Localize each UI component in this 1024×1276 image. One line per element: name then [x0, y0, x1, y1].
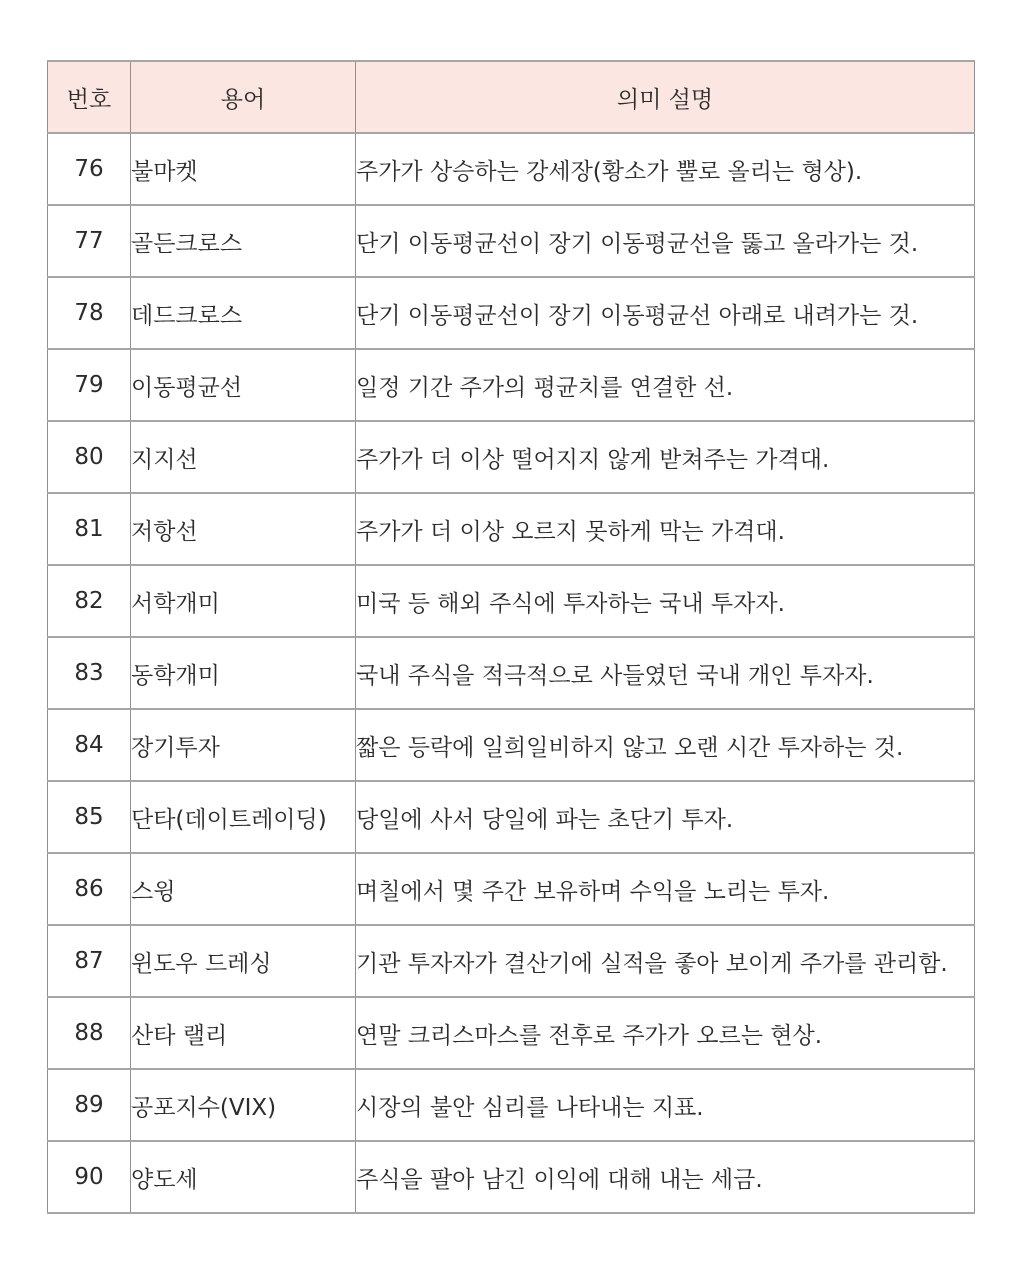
table-row [48, 277, 975, 349]
header-no: 번호 [48, 61, 131, 133]
table-row [48, 637, 975, 709]
term-cell: 저항선 [131, 493, 356, 565]
row-number: 89 [48, 1069, 131, 1141]
term-cell: 공포지수(VIX) [131, 1069, 356, 1141]
term-cell: 지지선 [131, 421, 356, 493]
row-number: 88 [48, 997, 131, 1069]
table-row [48, 133, 975, 205]
term-cell: 골든크로스 [131, 205, 356, 277]
meaning-cell: 단기 이동평균선이 장기 이동평균선을 뚫고 올라가는 것. [356, 205, 975, 277]
term-cell: 단타(데이트레이딩) [131, 781, 356, 853]
table-row [48, 709, 975, 781]
term-cell: 산타 랠리 [131, 997, 356, 1069]
row-number: 76 [48, 133, 131, 205]
term-cell: 양도세 [131, 1141, 356, 1213]
table-body [48, 133, 975, 1213]
term-cell: 윈도우 드레싱 [131, 925, 356, 997]
table-row [48, 925, 975, 997]
meaning-cell: 시장의 불안 심리를 나타내는 지표. [356, 1069, 975, 1141]
table-row [48, 565, 975, 637]
row-number: 81 [48, 493, 131, 565]
meaning-cell: 짧은 등락에 일희일비하지 않고 오랜 시간 투자하는 것. [356, 709, 975, 781]
meaning-cell: 단기 이동평균선이 장기 이동평균선 아래로 내려가는 것. [356, 277, 975, 349]
meaning-cell: 일정 기간 주가의 평균치를 연결한 선. [356, 349, 975, 421]
meaning-cell: 연말 크리스마스를 전후로 주가가 오르는 현상. [356, 997, 975, 1069]
term-cell: 이동평균선 [131, 349, 356, 421]
meaning-cell: 기관 투자자가 결산기에 실적을 좋아 보이게 주가를 관리함. [356, 925, 975, 997]
table-row [48, 1069, 975, 1141]
meaning-cell: 국내 주식을 적극적으로 사들였던 국내 개인 투자자. [356, 637, 975, 709]
table-row [48, 1141, 975, 1213]
row-number: 80 [48, 421, 131, 493]
meaning-cell: 주가가 더 이상 떨어지지 않게 받쳐주는 가격대. [356, 421, 975, 493]
row-number: 87 [48, 925, 131, 997]
term-cell: 스윙 [131, 853, 356, 925]
meaning-cell: 주식을 팔아 남긴 이익에 대해 내는 세금. [356, 1141, 975, 1213]
row-number: 84 [48, 709, 131, 781]
row-number: 82 [48, 565, 131, 637]
meaning-cell: 미국 등 해외 주식에 투자하는 국내 투자자. [356, 565, 975, 637]
table-row [48, 421, 975, 493]
term-cell: 불마켓 [131, 133, 356, 205]
meaning-cell: 며칠에서 몇 주간 보유하며 수익을 노리는 투자. [356, 853, 975, 925]
meaning-cell: 주가가 더 이상 오르지 못하게 막는 가격대. [356, 493, 975, 565]
row-number: 83 [48, 637, 131, 709]
header-meaning: 의미 설명 [356, 61, 975, 133]
term-cell: 장기투자 [131, 709, 356, 781]
row-number: 77 [48, 205, 131, 277]
header-row [48, 61, 975, 133]
row-number: 85 [48, 781, 131, 853]
table-row [48, 205, 975, 277]
table-row [48, 853, 975, 925]
term-cell: 데드크로스 [131, 277, 356, 349]
glossary-table [47, 60, 975, 1214]
meaning-cell: 당일에 사서 당일에 파는 초단기 투자. [356, 781, 975, 853]
table-row [48, 781, 975, 853]
meaning-cell: 주가가 상승하는 강세장(황소가 뿔로 올리는 형상). [356, 133, 975, 205]
header-term: 용어 [131, 61, 356, 133]
table-row [48, 493, 975, 565]
row-number: 79 [48, 349, 131, 421]
term-cell: 서학개미 [131, 565, 356, 637]
table-row [48, 997, 975, 1069]
row-number: 90 [48, 1141, 131, 1213]
term-cell: 동학개미 [131, 637, 356, 709]
row-number: 86 [48, 853, 131, 925]
row-number: 78 [48, 277, 131, 349]
table-row [48, 349, 975, 421]
